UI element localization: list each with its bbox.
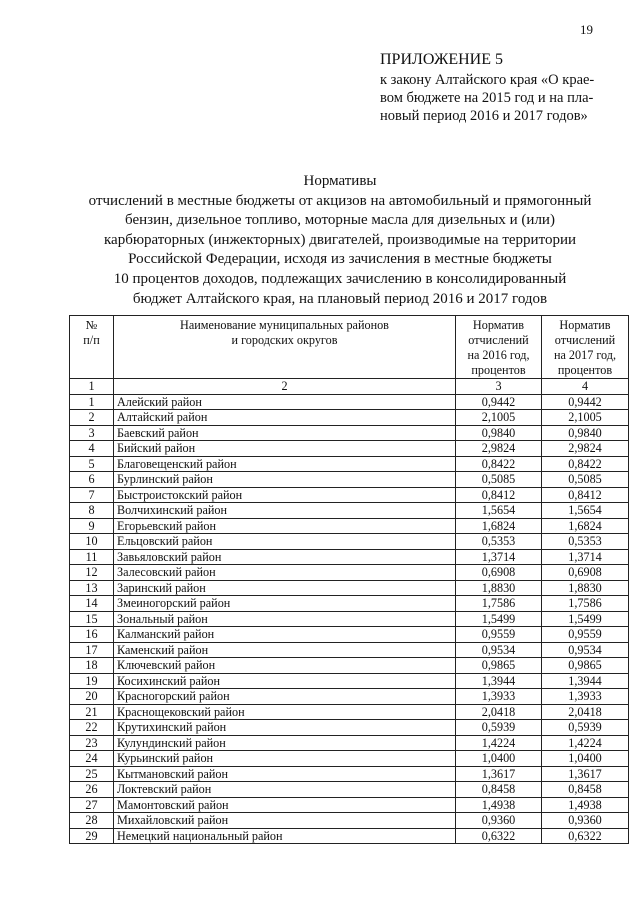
- row-number: 26: [70, 782, 114, 798]
- row-number: 14: [70, 596, 114, 612]
- document-title: [40, 172, 640, 309]
- norm-2016: 1,3933: [456, 689, 542, 705]
- row-number: 8: [70, 503, 114, 519]
- table-row: [70, 735, 629, 751]
- norm-2017: 1,5654: [542, 503, 629, 519]
- district-name: Змеиногорский район: [114, 596, 456, 612]
- row-number: 10: [70, 534, 114, 550]
- district-name: Ключевский район: [114, 658, 456, 674]
- row-number: 25: [70, 766, 114, 782]
- row-number: 21: [70, 704, 114, 720]
- table-row: [70, 642, 629, 658]
- row-number: 9: [70, 518, 114, 534]
- appendix-line: новый период 2016 и 2017 годов»: [380, 108, 588, 124]
- district-name: Краснощековский район: [114, 704, 456, 720]
- norm-2017: 1,3933: [542, 689, 629, 705]
- norm-2017: 0,9534: [542, 642, 629, 658]
- row-number: 20: [70, 689, 114, 705]
- norm-2017: 2,9824: [542, 441, 629, 457]
- table-row: [70, 456, 629, 472]
- row-number: 11: [70, 549, 114, 565]
- norm-2016: 2,9824: [456, 441, 542, 457]
- norm-2017: 0,9865: [542, 658, 629, 674]
- table-row: [70, 782, 629, 798]
- norm-2017: 0,9442: [542, 394, 629, 410]
- header-text: процентов: [557, 363, 613, 377]
- header-text: Норматив: [559, 318, 611, 332]
- district-name: Красногорский район: [114, 689, 456, 705]
- row-number: 17: [70, 642, 114, 658]
- norm-2016: 1,4224: [456, 735, 542, 751]
- appendix-line: вом бюджете на 2015 год и на пла-: [380, 90, 594, 106]
- norm-2017: 0,6322: [542, 828, 629, 844]
- table-row: [70, 611, 629, 627]
- district-name: Егорьевский район: [114, 518, 456, 534]
- column-number: 2: [114, 379, 456, 395]
- district-name: Кытмановский район: [114, 766, 456, 782]
- norm-2017: 1,3617: [542, 766, 629, 782]
- norm-2017: 1,0400: [542, 751, 629, 767]
- norm-2017: 1,5499: [542, 611, 629, 627]
- table-row: [70, 487, 629, 503]
- table-header-row: [70, 316, 629, 379]
- header-text: на 2017 год,: [553, 348, 617, 362]
- table-body: [70, 394, 629, 844]
- row-number: 13: [70, 580, 114, 596]
- norm-2017: 1,7586: [542, 596, 629, 612]
- norms-table: [69, 315, 629, 844]
- column-number: 1: [70, 379, 114, 395]
- title-line: Российской Федерации, исходя из зачисления в местные бюджеты: [128, 251, 552, 268]
- norm-2016: 0,9840: [456, 425, 542, 441]
- norm-2016: 1,3944: [456, 673, 542, 689]
- header-text: процентов: [471, 363, 526, 377]
- title-heading: Нормативы: [303, 173, 377, 189]
- table-row: [70, 751, 629, 767]
- column-number: 3: [456, 379, 542, 395]
- norm-2016: 0,5085: [456, 472, 542, 488]
- norm-2017: 0,9360: [542, 813, 629, 829]
- norm-2017: 0,6908: [542, 565, 629, 581]
- row-number: 15: [70, 611, 114, 627]
- norm-2016: 0,9534: [456, 642, 542, 658]
- row-number: 6: [70, 472, 114, 488]
- title-line: бензин, дизельное топливо, моторные масла для дизельных и (или): [125, 212, 555, 229]
- title-line: карбюраторных (инжекторных) двигателей, производимые на территории: [103, 231, 576, 248]
- norm-2017: 0,8412: [542, 487, 629, 503]
- table-row: [70, 518, 629, 534]
- district-name: Крутихинский район: [114, 720, 456, 736]
- row-number: 28: [70, 813, 114, 829]
- row-number: 2: [70, 410, 114, 426]
- table-row: [70, 394, 629, 410]
- header-2017: [542, 316, 629, 379]
- norm-2016: 1,3617: [456, 766, 542, 782]
- table-row: [70, 565, 629, 581]
- table-row: [70, 673, 629, 689]
- header-text: и городских округов: [231, 333, 338, 347]
- norm-2016: 0,5939: [456, 720, 542, 736]
- district-name: Алейский район: [114, 394, 456, 410]
- table-row: [70, 813, 629, 829]
- row-number: 4: [70, 441, 114, 457]
- district-name: Бийский район: [114, 441, 456, 457]
- norm-2017: 0,9840: [542, 425, 629, 441]
- table-row: [70, 704, 629, 720]
- norm-2016: 0,6322: [456, 828, 542, 844]
- row-number: 12: [70, 565, 114, 581]
- district-name: Зональный район: [114, 611, 456, 627]
- norm-2016: 1,5654: [456, 503, 542, 519]
- header-2016: [456, 316, 542, 379]
- row-number: 19: [70, 673, 114, 689]
- row-number: 24: [70, 751, 114, 767]
- district-name: Залесовский район: [114, 565, 456, 581]
- column-number-row: [70, 379, 629, 395]
- norm-2017: 0,9559: [542, 627, 629, 643]
- table-row: [70, 766, 629, 782]
- norm-2017: 0,8422: [542, 456, 629, 472]
- norm-2017: 1,8830: [542, 580, 629, 596]
- norm-2016: 0,9360: [456, 813, 542, 829]
- district-name: Мамонтовский район: [114, 797, 456, 813]
- row-number: 29: [70, 828, 114, 844]
- district-name: Баевский район: [114, 425, 456, 441]
- row-number: 3: [70, 425, 114, 441]
- norm-2016: 2,0418: [456, 704, 542, 720]
- norm-2016: 0,8458: [456, 782, 542, 798]
- table-row: [70, 658, 629, 674]
- row-number: 27: [70, 797, 114, 813]
- row-number: 7: [70, 487, 114, 503]
- norm-2017: 0,5939: [542, 720, 629, 736]
- district-name: Алтайский район: [114, 410, 456, 426]
- district-name: Быстроистокский район: [114, 487, 456, 503]
- row-number: 22: [70, 720, 114, 736]
- table-row: [70, 797, 629, 813]
- table-row: [70, 503, 629, 519]
- district-name: Калманский район: [114, 627, 456, 643]
- row-number: 23: [70, 735, 114, 751]
- page-number: 19: [580, 22, 593, 37]
- norm-2016: 0,8422: [456, 456, 542, 472]
- header-text: на 2016 год,: [467, 348, 530, 362]
- norm-2016: 0,8412: [456, 487, 542, 503]
- title-line: 10 процентов доходов, подлежащих зачислению в консолидированный: [113, 270, 567, 287]
- norm-2017: 1,3714: [542, 549, 629, 565]
- norm-2017: 2,0418: [542, 704, 629, 720]
- district-name: Михайловский район: [114, 813, 456, 829]
- table-row: [70, 534, 629, 550]
- norm-2016: 1,5499: [456, 611, 542, 627]
- norm-2016: 1,6824: [456, 518, 542, 534]
- row-number: 16: [70, 627, 114, 643]
- district-name: Заринский район: [114, 580, 456, 596]
- table-row: [70, 441, 629, 457]
- header-text: отчислений: [554, 333, 616, 347]
- norm-2016: 0,9442: [456, 394, 542, 410]
- table-row: [70, 410, 629, 426]
- norm-2016: 1,4938: [456, 797, 542, 813]
- norm-2016: 0,9865: [456, 658, 542, 674]
- district-name: Каменский район: [114, 642, 456, 658]
- appendix-block: [380, 50, 620, 125]
- title-line: отчислений в местные бюджеты от акцизов на автомобильный и прямогонный: [88, 192, 592, 209]
- norm-2017: 0,8458: [542, 782, 629, 798]
- district-name: Немецкий национальный район: [114, 828, 456, 844]
- district-name: Волчихинский район: [114, 503, 456, 519]
- header-text: №: [85, 318, 98, 332]
- norm-2017: 1,3944: [542, 673, 629, 689]
- norm-2017: 0,5085: [542, 472, 629, 488]
- district-name: Ельцовский район: [114, 534, 456, 550]
- district-name: Косихинский район: [114, 673, 456, 689]
- district-name: Бурлинский район: [114, 472, 456, 488]
- norm-2017: 2,1005: [542, 410, 629, 426]
- norm-2016: 1,3714: [456, 549, 542, 565]
- header-text: п/п: [83, 333, 100, 347]
- table-row: [70, 689, 629, 705]
- district-name: Курьинский район: [114, 751, 456, 767]
- norm-2017: 0,5353: [542, 534, 629, 550]
- row-number: 1: [70, 394, 114, 410]
- norm-2017: 1,6824: [542, 518, 629, 534]
- column-number: 4: [542, 379, 629, 395]
- norm-2017: 1,4224: [542, 735, 629, 751]
- norm-2016: 1,8830: [456, 580, 542, 596]
- table-row: [70, 596, 629, 612]
- district-name: Завьяловский район: [114, 549, 456, 565]
- header-text: Норматив: [472, 318, 525, 332]
- norm-2016: 1,7586: [456, 596, 542, 612]
- title-line: бюджет Алтайского края, на плановый период 2016 и 2017 годов: [132, 290, 548, 307]
- norm-2016: 0,6908: [456, 565, 542, 581]
- header-number: [70, 316, 114, 379]
- district-name: Кулундинский район: [114, 735, 456, 751]
- table-row: [70, 828, 629, 844]
- row-number: 5: [70, 456, 114, 472]
- norm-2016: 2,1005: [456, 410, 542, 426]
- header-text: Наименование муниципальных районов: [180, 318, 389, 332]
- district-name: Благовещенский район: [114, 456, 456, 472]
- row-number: 18: [70, 658, 114, 674]
- appendix-line: к закону Алтайского края «О крае-: [380, 72, 595, 88]
- norm-2016: 0,9559: [456, 627, 542, 643]
- header-text: отчислений: [468, 333, 529, 347]
- table-row: [70, 580, 629, 596]
- table-row: [70, 425, 629, 441]
- norm-2016: 1,0400: [456, 751, 542, 767]
- table-row: [70, 549, 629, 565]
- table-row: [70, 472, 629, 488]
- appendix-heading: ПРИЛОЖЕНИЕ 5: [380, 51, 504, 68]
- norm-2016: 0,5353: [456, 534, 542, 550]
- table-row: [70, 720, 629, 736]
- header-name: [114, 316, 456, 379]
- norm-2017: 1,4938: [542, 797, 629, 813]
- table-row: [70, 627, 629, 643]
- district-name: Локтевский район: [114, 782, 456, 798]
